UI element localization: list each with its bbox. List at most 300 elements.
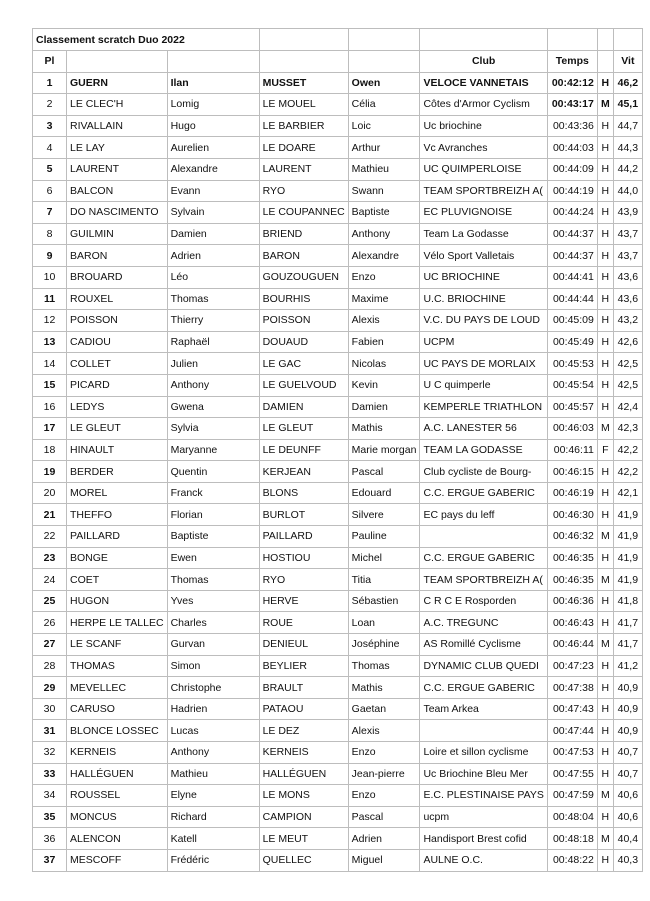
cell-category: H — [597, 590, 613, 612]
cell-firstname-1: Richard — [167, 806, 259, 828]
table-row — [33, 720, 643, 742]
cell-place: 19 — [33, 461, 67, 483]
cell-lastname-2: HOSTIOU — [259, 547, 348, 569]
cell-speed: 42,6 — [613, 331, 642, 353]
cell-firstname-2: Alexandre — [348, 245, 420, 267]
table-row — [33, 526, 643, 548]
cell-firstname-2: Nicolas — [348, 353, 420, 375]
cell-lastname-2: LE DEZ — [259, 720, 348, 742]
cell-firstname-1: Thomas — [167, 569, 259, 591]
cell-time: 00:44:37 — [547, 245, 597, 267]
cell-firstname-2: Kevin — [348, 374, 420, 396]
cell-place: 36 — [33, 828, 67, 850]
cell-speed: 42,2 — [613, 461, 642, 483]
cell-category: M — [597, 785, 613, 807]
cell-category: H — [597, 245, 613, 267]
cell-club: E.C. PLESTINAISE PAYS — [420, 785, 547, 807]
cell-time: 00:47:44 — [547, 720, 597, 742]
table-row — [33, 288, 643, 310]
cell-time: 00:48:18 — [547, 828, 597, 850]
header-row — [33, 51, 643, 73]
cell-category: H — [597, 202, 613, 224]
cell-place: 10 — [33, 266, 67, 288]
cell-speed: 41,9 — [613, 504, 642, 526]
cell-time: 00:45:53 — [547, 353, 597, 375]
cell-speed: 42,4 — [613, 396, 642, 418]
cell-lastname-1: CARUSO — [67, 698, 168, 720]
cell-firstname-2: Mathieu — [348, 158, 420, 180]
table-row — [33, 418, 643, 440]
cell-lastname-1: GUERN — [67, 72, 168, 94]
cell-club: AULNE O.C. — [420, 849, 547, 871]
cell-time: 00:47:23 — [547, 655, 597, 677]
cell-lastname-1: BARON — [67, 245, 168, 267]
cell-category: M — [597, 94, 613, 116]
cell-club: A.C. TREGUNC — [420, 612, 547, 634]
cell-speed: 40,9 — [613, 720, 642, 742]
results-sheet — [32, 28, 643, 872]
cell-speed: 41,2 — [613, 655, 642, 677]
header-club: Club — [420, 51, 547, 73]
cell-speed: 44,0 — [613, 180, 642, 202]
cell-firstname-2: Miguel — [348, 849, 420, 871]
cell-firstname-1: Elyne — [167, 785, 259, 807]
table-row — [33, 223, 643, 245]
cell-club: UC PAYS DE MORLAIX — [420, 353, 547, 375]
cell-firstname-2: Arthur — [348, 137, 420, 159]
cell-firstname-2: Jean-pierre — [348, 763, 420, 785]
cell-club: Vélo Sport Valletais — [420, 245, 547, 267]
cell-place: 30 — [33, 698, 67, 720]
cell-firstname-1: Ilan — [167, 72, 259, 94]
cell-category: M — [597, 634, 613, 656]
cell-lastname-1: MESCOFF — [67, 849, 168, 871]
table-row — [33, 569, 643, 591]
table-row — [33, 115, 643, 137]
cell-firstname-2: Anthony — [348, 223, 420, 245]
cell-lastname-2: LE BARBIER — [259, 115, 348, 137]
cell-firstname-2: Alexis — [348, 310, 420, 332]
cell-category: H — [597, 547, 613, 569]
cell-firstname-2: Owen — [348, 72, 420, 94]
cell-place: 15 — [33, 374, 67, 396]
cell-lastname-2: HALLÉGUEN — [259, 763, 348, 785]
cell-lastname-2: DOUAUD — [259, 331, 348, 353]
cell-speed: 43,6 — [613, 288, 642, 310]
cell-club: Côtes d'Armor Cyclism — [420, 94, 547, 116]
cell-club: TEAM LA GODASSE — [420, 439, 547, 461]
cell-place: 37 — [33, 849, 67, 871]
cell-time: 00:48:22 — [547, 849, 597, 871]
cell-speed: 44,3 — [613, 137, 642, 159]
cell-firstname-2: Michel — [348, 547, 420, 569]
cell-place: 20 — [33, 482, 67, 504]
cell-time: 00:44:09 — [547, 158, 597, 180]
cell-club: C.C. ERGUE GABERIC — [420, 677, 547, 699]
cell-firstname-2: Gaetan — [348, 698, 420, 720]
cell-firstname-1: Hadrien — [167, 698, 259, 720]
cell-firstname-1: Charles — [167, 612, 259, 634]
cell-lastname-2: RYO — [259, 180, 348, 202]
cell-firstname-2: Pascal — [348, 806, 420, 828]
table-row — [33, 331, 643, 353]
cell-firstname-1: Hugo — [167, 115, 259, 137]
cell-lastname-1: COLLET — [67, 353, 168, 375]
cell-lastname-1: LE LAY — [67, 137, 168, 159]
cell-firstname-2: Sébastien — [348, 590, 420, 612]
cell-place: 32 — [33, 742, 67, 764]
cell-place: 25 — [33, 590, 67, 612]
cell-place: 18 — [33, 439, 67, 461]
cell-speed: 43,7 — [613, 245, 642, 267]
table-row — [33, 137, 643, 159]
cell-time: 00:45:09 — [547, 310, 597, 332]
cell-lastname-1: BALCON — [67, 180, 168, 202]
cell-time: 00:43:36 — [547, 115, 597, 137]
title-row — [33, 29, 643, 51]
cell-lastname-2: KERNEIS — [259, 742, 348, 764]
cell-speed: 40,9 — [613, 677, 642, 699]
cell-firstname-2: Fabien — [348, 331, 420, 353]
cell-time: 00:46:30 — [547, 504, 597, 526]
cell-time: 00:47:43 — [547, 698, 597, 720]
cell-speed: 42,2 — [613, 439, 642, 461]
cell-club: Team Arkea — [420, 698, 547, 720]
cell-category: H — [597, 266, 613, 288]
cell-category: H — [597, 223, 613, 245]
cell-speed: 40,9 — [613, 698, 642, 720]
cell-lastname-2: LE GUELVOUD — [259, 374, 348, 396]
cell-place: 9 — [33, 245, 67, 267]
cell-club: Team La Godasse — [420, 223, 547, 245]
cell-lastname-1: LEDYS — [67, 396, 168, 418]
cell-time: 00:46:43 — [547, 612, 597, 634]
cell-firstname-1: Damien — [167, 223, 259, 245]
cell-lastname-2: LE COUPANNEC — [259, 202, 348, 224]
cell-place: 14 — [33, 353, 67, 375]
cell-firstname-1: Yves — [167, 590, 259, 612]
cell-speed: 43,7 — [613, 223, 642, 245]
cell-lastname-1: HUGON — [67, 590, 168, 612]
cell-firstname-2: Pauline — [348, 526, 420, 548]
cell-lastname-1: DO NASCIMENTO — [67, 202, 168, 224]
cell-place: 11 — [33, 288, 67, 310]
cell-time: 00:44:41 — [547, 266, 597, 288]
cell-category: M — [597, 828, 613, 850]
table-row — [33, 547, 643, 569]
cell-place: 8 — [33, 223, 67, 245]
table-row — [33, 590, 643, 612]
cell-lastname-1: HINAULT — [67, 439, 168, 461]
cell-club: Club cycliste de Bourg- — [420, 461, 547, 483]
table-row — [33, 482, 643, 504]
cell-club: VELOCE VANNETAIS — [420, 72, 547, 94]
table-row — [33, 763, 643, 785]
cell-category: H — [597, 374, 613, 396]
cell-time: 00:45:54 — [547, 374, 597, 396]
cell-lastname-1: LAURENT — [67, 158, 168, 180]
cell-firstname-1: Quentin — [167, 461, 259, 483]
cell-firstname-1: Evann — [167, 180, 259, 202]
cell-place: 17 — [33, 418, 67, 440]
cell-firstname-1: Thierry — [167, 310, 259, 332]
cell-category: M — [597, 526, 613, 548]
cell-lastname-2: LAURENT — [259, 158, 348, 180]
cell-firstname-2: Enzo — [348, 742, 420, 764]
cell-speed: 40,7 — [613, 742, 642, 764]
cell-firstname-1: Raphaël — [167, 331, 259, 353]
cell-firstname-1: Simon — [167, 655, 259, 677]
cell-firstname-2: Joséphine — [348, 634, 420, 656]
table-row — [33, 94, 643, 116]
cell-club: EC pays du leff — [420, 504, 547, 526]
cell-place: 21 — [33, 504, 67, 526]
cell-category: H — [597, 288, 613, 310]
cell-firstname-2: Pascal — [348, 461, 420, 483]
cell-firstname-2: Titia — [348, 569, 420, 591]
cell-lastname-1: COET — [67, 569, 168, 591]
cell-speed: 46,2 — [613, 72, 642, 94]
cell-place: 23 — [33, 547, 67, 569]
cell-category: H — [597, 698, 613, 720]
cell-firstname-2: Edouard — [348, 482, 420, 504]
cell-category: M — [597, 569, 613, 591]
cell-club: EC PLUVIGNOISE — [420, 202, 547, 224]
cell-lastname-2: BLONS — [259, 482, 348, 504]
cell-time: 00:48:04 — [547, 806, 597, 828]
cell-firstname-1: Lomig — [167, 94, 259, 116]
cell-firstname-1: Gurvan — [167, 634, 259, 656]
table-row — [33, 266, 643, 288]
cell-firstname-2: Silvere — [348, 504, 420, 526]
cell-place: 31 — [33, 720, 67, 742]
cell-place: 34 — [33, 785, 67, 807]
cell-lastname-1: THEFFO — [67, 504, 168, 526]
cell-category: H — [597, 763, 613, 785]
cell-speed: 40,4 — [613, 828, 642, 850]
cell-club: Uc briochine — [420, 115, 547, 137]
cell-place: 26 — [33, 612, 67, 634]
cell-speed: 41,9 — [613, 547, 642, 569]
cell-firstname-2: Baptiste — [348, 202, 420, 224]
cell-lastname-1: THOMAS — [67, 655, 168, 677]
cell-club: DYNAMIC CLUB QUEDI — [420, 655, 547, 677]
table-row — [33, 439, 643, 461]
cell-firstname-1: Baptiste — [167, 526, 259, 548]
cell-lastname-1: KERNEIS — [67, 742, 168, 764]
cell-place: 29 — [33, 677, 67, 699]
cell-speed: 41,7 — [613, 612, 642, 634]
cell-firstname-1: Christophe — [167, 677, 259, 699]
cell-lastname-2: RYO — [259, 569, 348, 591]
header-vit: Vit — [613, 51, 642, 73]
cell-lastname-1: LE SCANF — [67, 634, 168, 656]
table-row — [33, 202, 643, 224]
cell-speed: 43,6 — [613, 266, 642, 288]
cell-lastname-1: MOREL — [67, 482, 168, 504]
cell-speed: 40,3 — [613, 849, 642, 871]
table-row — [33, 828, 643, 850]
cell-place: 4 — [33, 137, 67, 159]
cell-speed: 41,8 — [613, 590, 642, 612]
cell-lastname-2: DENIEUL — [259, 634, 348, 656]
cell-lastname-1: ROUXEL — [67, 288, 168, 310]
results-table — [32, 28, 643, 872]
cell-lastname-1: CADIOU — [67, 331, 168, 353]
cell-firstname-2: Enzo — [348, 785, 420, 807]
cell-speed: 41,9 — [613, 526, 642, 548]
cell-firstname-2: Marie morgan — [348, 439, 420, 461]
cell-speed: 42,1 — [613, 482, 642, 504]
cell-speed: 44,7 — [613, 115, 642, 137]
cell-category: H — [597, 655, 613, 677]
cell-club: A.C. LANESTER 56 — [420, 418, 547, 440]
table-row — [33, 396, 643, 418]
cell-place: 22 — [33, 526, 67, 548]
cell-club: U.C. BRIOCHINE — [420, 288, 547, 310]
table-row — [33, 374, 643, 396]
cell-firstname-1: Lucas — [167, 720, 259, 742]
cell-time: 00:46:15 — [547, 461, 597, 483]
cell-lastname-2: PATAOU — [259, 698, 348, 720]
table-row — [33, 698, 643, 720]
cell-lastname-2: DAMIEN — [259, 396, 348, 418]
cell-place: 6 — [33, 180, 67, 202]
cell-place: 5 — [33, 158, 67, 180]
cell-place: 28 — [33, 655, 67, 677]
cell-lastname-1: ROUSSEL — [67, 785, 168, 807]
cell-lastname-1: MONCUS — [67, 806, 168, 828]
cell-time: 00:46:11 — [547, 439, 597, 461]
cell-lastname-2: HERVE — [259, 590, 348, 612]
cell-category: H — [597, 310, 613, 332]
cell-speed: 42,5 — [613, 353, 642, 375]
cell-firstname-1: Frédéric — [167, 849, 259, 871]
cell-club: Uc Briochine Bleu Mer — [420, 763, 547, 785]
cell-place: 12 — [33, 310, 67, 332]
cell-speed: 43,9 — [613, 202, 642, 224]
cell-lastname-2: BOURHIS — [259, 288, 348, 310]
cell-lastname-2: BARON — [259, 245, 348, 267]
cell-category: H — [597, 504, 613, 526]
cell-firstname-1: Franck — [167, 482, 259, 504]
cell-time: 00:44:19 — [547, 180, 597, 202]
cell-lastname-2: KERJEAN — [259, 461, 348, 483]
table-row — [33, 245, 643, 267]
cell-speed: 42,5 — [613, 374, 642, 396]
cell-time: 00:45:57 — [547, 396, 597, 418]
cell-lastname-1: RIVALLAIN — [67, 115, 168, 137]
sheet-title: Classement scratch Duo 2022 — [33, 29, 260, 51]
table-row — [33, 655, 643, 677]
cell-category: H — [597, 612, 613, 634]
table-row — [33, 612, 643, 634]
cell-category: H — [597, 849, 613, 871]
cell-firstname-2: Célia — [348, 94, 420, 116]
cell-club: UC QUIMPERLOISE — [420, 158, 547, 180]
cell-lastname-2: LE GAC — [259, 353, 348, 375]
cell-lastname-2: LE GLEUT — [259, 418, 348, 440]
cell-lastname-2: BRAULT — [259, 677, 348, 699]
cell-lastname-2: ROUE — [259, 612, 348, 634]
cell-lastname-1: MEVELLEC — [67, 677, 168, 699]
table-row — [33, 158, 643, 180]
cell-place: 3 — [33, 115, 67, 137]
cell-firstname-1: Maryanne — [167, 439, 259, 461]
cell-firstname-1: Anthony — [167, 742, 259, 764]
cell-lastname-2: POISSON — [259, 310, 348, 332]
table-row — [33, 310, 643, 332]
cell-club: TEAM SPORTBREIZH A( — [420, 180, 547, 202]
cell-category: H — [597, 353, 613, 375]
cell-category: H — [597, 806, 613, 828]
cell-time: 00:47:55 — [547, 763, 597, 785]
cell-lastname-2: BRIEND — [259, 223, 348, 245]
cell-time: 00:47:38 — [547, 677, 597, 699]
cell-category: H — [597, 720, 613, 742]
cell-firstname-1: Mathieu — [167, 763, 259, 785]
cell-lastname-1: LE GLEUT — [67, 418, 168, 440]
cell-lastname-1: BERDER — [67, 461, 168, 483]
cell-firstname-2: Mathis — [348, 418, 420, 440]
table-row — [33, 742, 643, 764]
cell-time: 00:46:03 — [547, 418, 597, 440]
cell-lastname-2: LE MOUEL — [259, 94, 348, 116]
cell-firstname-1: Gwena — [167, 396, 259, 418]
cell-club: C.C. ERGUE GABERIC — [420, 547, 547, 569]
cell-lastname-1: GUILMIN — [67, 223, 168, 245]
table-row — [33, 180, 643, 202]
cell-firstname-2: Adrien — [348, 828, 420, 850]
cell-firstname-2: Swann — [348, 180, 420, 202]
cell-lastname-2: LE MONS — [259, 785, 348, 807]
cell-time: 00:46:35 — [547, 569, 597, 591]
cell-lastname-1: ALENCON — [67, 828, 168, 850]
cell-category: H — [597, 137, 613, 159]
cell-lastname-1: BLONCE LOSSEC — [67, 720, 168, 742]
cell-place: 24 — [33, 569, 67, 591]
cell-lastname-2: CAMPION — [259, 806, 348, 828]
cell-time: 00:43:17 — [547, 94, 597, 116]
table-row — [33, 72, 643, 94]
cell-club: UC BRIOCHINE — [420, 266, 547, 288]
cell-category: H — [597, 396, 613, 418]
cell-lastname-2: BURLOT — [259, 504, 348, 526]
cell-speed: 40,7 — [613, 763, 642, 785]
cell-place: 35 — [33, 806, 67, 828]
cell-lastname-2: MUSSET — [259, 72, 348, 94]
cell-time: 00:44:24 — [547, 202, 597, 224]
cell-club: AS Romillé Cyclisme — [420, 634, 547, 656]
cell-time: 00:44:44 — [547, 288, 597, 310]
cell-lastname-1: HALLÉGUEN — [67, 763, 168, 785]
cell-lastname-2: QUELLEC — [259, 849, 348, 871]
cell-club: U C quimperle — [420, 374, 547, 396]
cell-firstname-2: Loic — [348, 115, 420, 137]
table-row — [33, 353, 643, 375]
cell-firstname-1: Alexandre — [167, 158, 259, 180]
cell-firstname-1: Julien — [167, 353, 259, 375]
cell-category: H — [597, 158, 613, 180]
cell-time: 00:46:36 — [547, 590, 597, 612]
cell-category: H — [597, 742, 613, 764]
cell-firstname-1: Adrien — [167, 245, 259, 267]
cell-time: 00:46:44 — [547, 634, 597, 656]
cell-category: H — [597, 461, 613, 483]
cell-speed: 44,2 — [613, 158, 642, 180]
cell-lastname-2: GOUZOUGUEN — [259, 266, 348, 288]
table-row — [33, 806, 643, 828]
